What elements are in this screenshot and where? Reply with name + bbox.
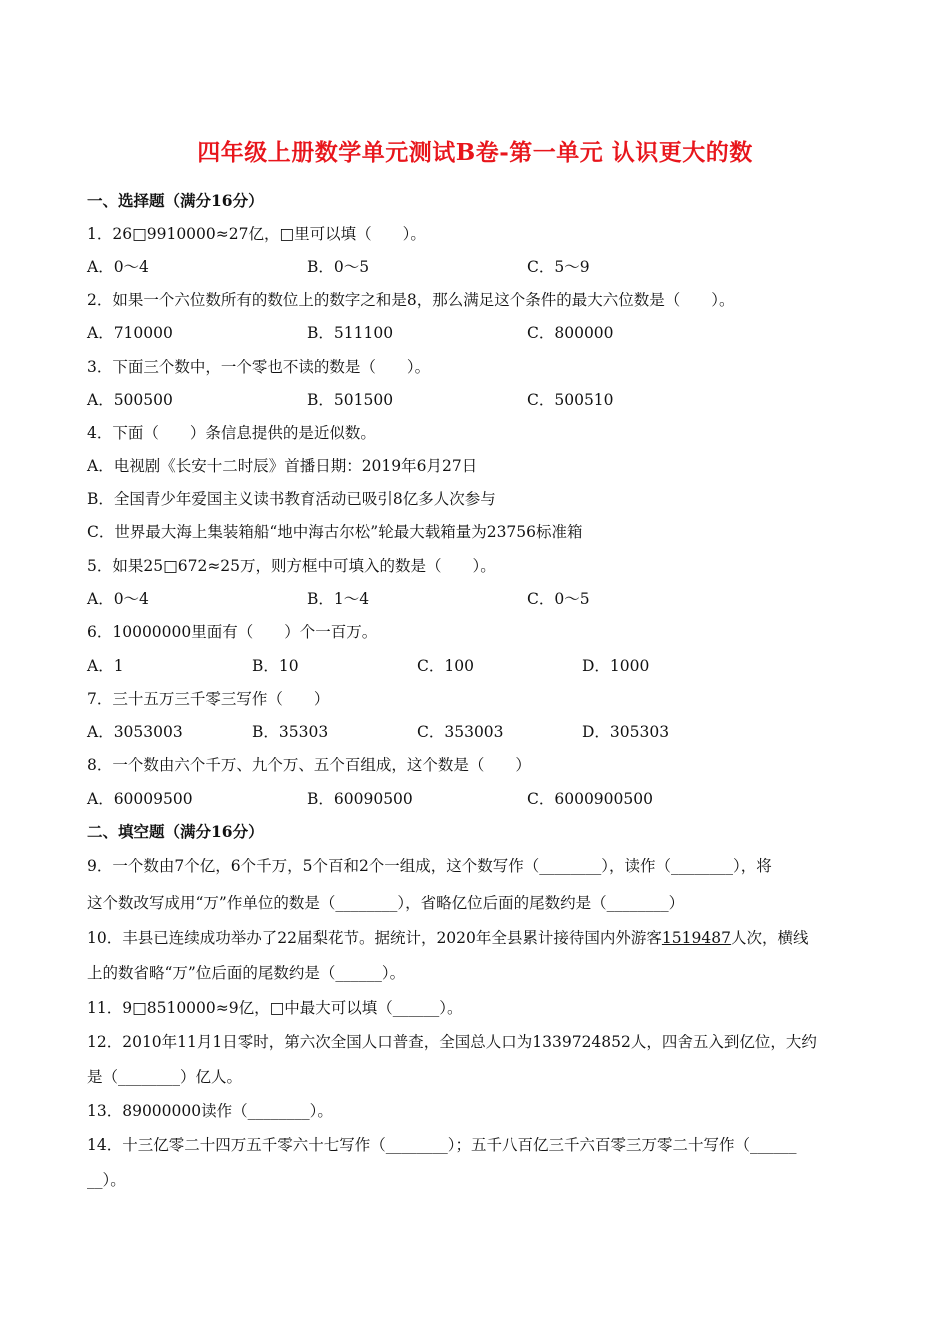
q7-option-c: C．353003 [417,723,504,741]
question-1: 1．26□9910000≈27亿，□里可以填（ ）。 [87,225,426,243]
q10-text-b: 人次，横线 [730,929,809,947]
q2-option-a: A．710000 [87,324,173,342]
q6-option-b: B．10 [252,657,299,675]
q8-option-a: A．60009500 [87,790,193,808]
q7-option-d: D．305303 [582,723,670,741]
question-2: 2．如果一个六位数所有的数位上的数字之和是8，那么满足这个条件的最大六位数是（ ）。 [87,291,735,309]
q3-option-b: B．501500 [307,391,394,409]
q6-option-a: A．1 [87,657,124,675]
question-12-line-1: 12．2010年11月1日零时，第六次全国人口普查，全国总人口为1339724852人，四舍五入到亿位，大约 [87,1033,817,1051]
question-13: 13．89000000读作（________）。 [87,1102,333,1120]
question-10-line-1 [87,928,808,948]
q5-option-a: A．0～4 [87,590,149,608]
q6-option-c: C．100 [417,657,474,675]
q4-option-a: A．电视剧《长安十二时辰》首播日期：2019年6月27日 [87,457,478,475]
q7-option-b: B．35303 [252,723,329,741]
question-14-line-1: 14．十三亿零二十四万五千零六十七写作（________）；五千八百亿三千六百零三万零二十写作（______ [87,1136,797,1154]
section-heading-fill: 二、填空题（满分16分） [87,822,264,841]
question-5: 5．如果25□672≈25万，则方框中可填入的数是（ ）。 [87,557,496,575]
q10-underlined-number: 1519487 [661,929,731,947]
q10-text-a: 10．丰县已连续成功举办了22届梨花节。据统计，2020年全县累计接待国内外游客 [87,929,662,947]
q4-option-b: B．全国青少年爱国主义读书教育活动已吸引8亿多人次参与 [87,490,496,508]
q5-option-c: C．0～5 [527,590,590,608]
question-6: 6．10000000里面有（ ）个一百万。 [87,623,378,641]
q1-option-c: C．5～9 [527,258,590,276]
q3-option-c: C．500510 [527,391,614,409]
question-10-line-2: 上的数省略“万”位后面的尾数约是（______）。 [87,964,406,982]
question-4: 4．下面（ ）条信息提供的是近似数。 [87,424,376,442]
q8-option-b: B．60090500 [307,790,413,808]
q6-option-d: D．1000 [582,657,650,675]
q1-option-b: B．0～5 [307,258,370,276]
question-8: 8．一个数由六个千万、九个万、五个百组成，这个数是（ ） [87,756,531,774]
q1-option-a: A．0～4 [87,258,149,276]
question-11: 11．9□8510000≈9亿，□中最大可以填（______）。 [87,999,463,1017]
question-12-line-2: 是（________）亿人。 [87,1068,243,1086]
q7-option-a: A．3053003 [87,723,183,741]
question-3: 3．下面三个数中，一个零也不读的数是（ ）。 [87,358,431,376]
q4-option-c: C．世界最大海上集装箱船“地中海古尔松”轮最大载箱量为23756标准箱 [87,523,583,541]
question-9-line-2: 这个数改写成用“万”作单位的数是（________），省略亿位后面的尾数约是（________） [87,894,685,912]
question-9-line-1: 9．一个数由7个亿，6个千万，5个百和2个一组成，这个数写作（________），读作（________），将 [87,857,772,875]
q2-option-c: C．800000 [527,324,614,342]
q5-option-b: B．1～4 [307,590,370,608]
question-7: 7．三十五万三千零三写作（ ） [87,690,330,708]
q2-option-b: B．511100 [307,324,394,342]
question-14-line-2: __）。 [87,1171,126,1189]
page-title: 四年级上册数学单元测试B卷-第一单元 认识更大的数 [197,139,753,166]
q3-option-a: A．500500 [87,391,173,409]
section-heading-choice: 一、选择题（满分16分） [87,191,264,210]
q8-option-c: C．6000900500 [527,790,653,808]
